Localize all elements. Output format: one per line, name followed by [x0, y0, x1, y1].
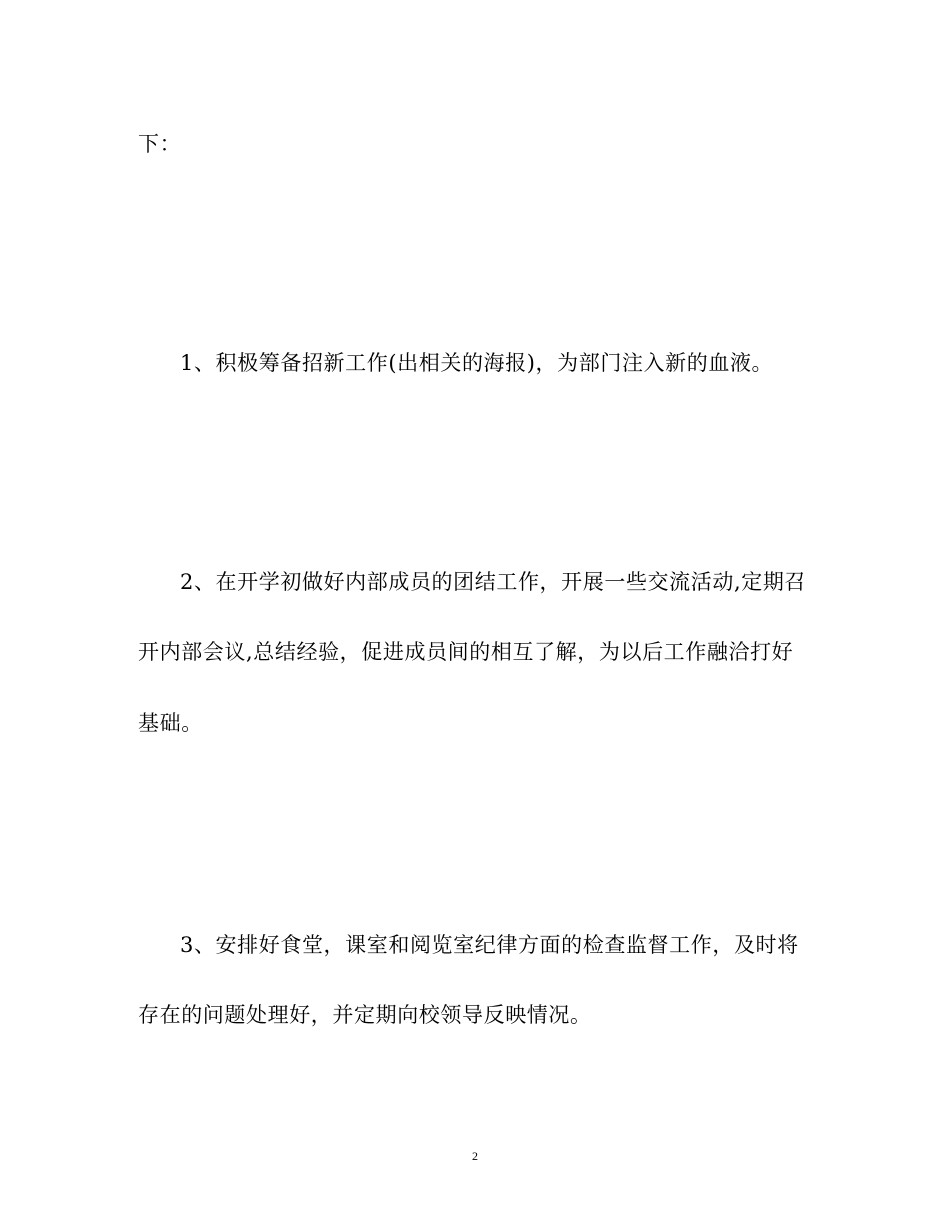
list-item-3-line-2: 存在的问题处理好，并定期向校领导反映情况。 — [138, 1003, 592, 1027]
text-line-intro: 下： — [138, 132, 182, 156]
list-item-2-line-2: 开内部会议,总结经验，促进成员间的相互了解，为以后工作融洽打好 — [138, 640, 794, 664]
page-number: 2 — [472, 1149, 478, 1163]
list-item-1: 1、积极筹备招新工作(出相关的海报)，为部门注入新的血液。 — [180, 351, 774, 375]
list-item-2-line-1: 2、在开学初做好内部成员的团结工作，开展一些交流活动,定期召 — [180, 570, 807, 594]
list-item-3-line-1: 3、安排好食堂，课室和阅览室纪律方面的检查监督工作，及时将 — [180, 933, 799, 957]
list-item-2-line-3: 基础。 — [138, 711, 203, 735]
